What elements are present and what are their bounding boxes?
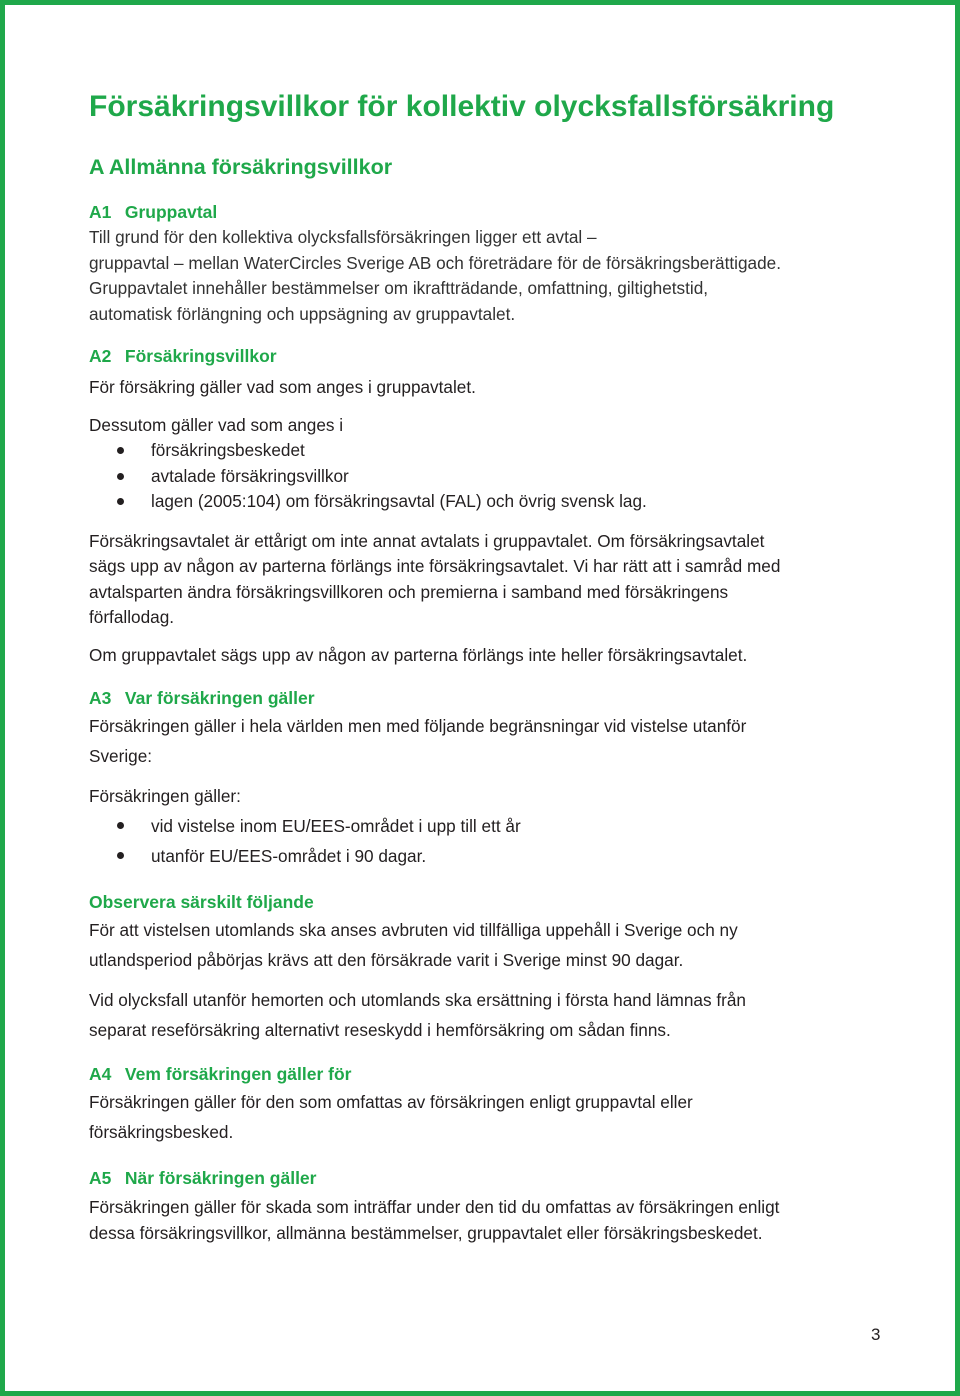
a1-line: automatisk förlängning och uppsägning av gruppavtalet. [89,303,516,324]
a3-heading [89,685,889,711]
a2-heading [89,343,889,369]
a2-paragraph: För försäkring gäller vad som anges i gruppavtalet. [89,377,476,397]
a5-paragraph: Försäkringen gäller för skada som inträffar under den tid du omfattas av försäkringen enligt dessa försäkringsvillkor, allmänna bestämmelser, gruppavtalet eller försäkringsbeskedet. [89,1197,780,1243]
bullet-icon [117,498,124,505]
list-item: vid vistelse inom EU/EES-området i upp till ett år [89,811,889,841]
list-item: avtalade försäkringsvillkor [89,464,889,490]
bullet-icon [117,822,124,829]
observe-paragraph: För att vistelsen utomlands ska anses avbruten vid tillfälliga uppehåll i Sverige och ny utlandsperiod påbörjas krävs att den försäkrade varit i Sverige minst 90 dagar. [89,920,738,970]
a1-heading [89,199,889,225]
observe-heading: Observera särskilt följande [89,892,314,912]
observe-paragraph: Vid olycksfall utanför hemorten och utomlands ska ersättning i första hand lämnas från separat reseförsäkring alternativt reseskydd i hemförsäkring om sådan finns. [89,990,746,1040]
a1-line: Gruppavtalet innehåller bestämmelser om ikraftträdande, omfattning, giltighetstid, [89,278,709,298]
list-item: utanför EU/EES-området i 90 dagar. [89,841,889,871]
bullet-icon [117,852,124,859]
list-item: lagen (2005:104) om försäkringsavtal (FAL) och övrig svensk lag. [89,489,889,515]
a4-number: A4 [89,1064,112,1084]
a1-line: Till grund för den kollektiva olycksfallsförsäkringen ligger ett avtal – [89,227,597,247]
a5-heading [89,1165,889,1191]
a4-paragraph: Försäkringen gäller för den som omfattas av försäkringen enligt gruppavtal eller försäkringsbesked. [89,1092,693,1142]
section-a-heading: A Allmänna försäkringsvillkor [89,155,393,179]
a1-title: Gruppavtal [124,202,218,222]
a2-paragraph: Om gruppavtalet sägs upp av någon av parterna förlängs inte heller försäkringsavtalet. [89,644,748,665]
a3-paragraph: Försäkringen gäller i hela världen men med följande begränsningar vid vistelse utanför Sverige: [89,716,747,766]
bullet-icon [117,473,124,480]
a2-paragraph: Dessutom gäller vad som anges i [89,414,344,435]
a5-number: A5 [89,1168,112,1188]
a2-paragraph: Försäkringsavtalet är ettårigt om inte annat avtalats i gruppavtalet. Om försäkringsavtalet sägs upp av någon av parterna förlängs inte försäkringsavtalet. Vi har rätt att i samråd med avtalsparten ändra försäkringsvillkoren och premierna i samband med försäkringens förfallodag. [89,530,781,627]
a2-title: Försäkringsvillkor [124,346,277,366]
a3-title: Var försäkringen gäller [124,688,315,708]
a4-title: Vem försäkringen gäller för [124,1064,352,1084]
a2-bullet-list [89,438,889,515]
a5-title: När försäkringen gäller [124,1168,317,1188]
a3-paragraph: Försäkringen gäller: [89,786,241,806]
a1-number: A1 [89,202,112,222]
document-title: Försäkringsvillkor för kollektiv olycksfallsförsäkring [89,90,835,123]
list-item: försäkringsbeskedet [89,438,889,464]
a1-line: gruppavtal – mellan WaterCircles Sverige AB och företrädare för de försäkringsberättigade. [89,252,781,273]
a1-body [89,225,889,327]
a3-number: A3 [89,688,112,708]
a3-bullet-list [89,811,889,871]
document-content [89,87,889,1246]
a4-heading [89,1061,889,1087]
page-number: 3 [871,1325,881,1344]
bullet-icon [117,447,124,454]
a2-number: A2 [89,346,112,366]
